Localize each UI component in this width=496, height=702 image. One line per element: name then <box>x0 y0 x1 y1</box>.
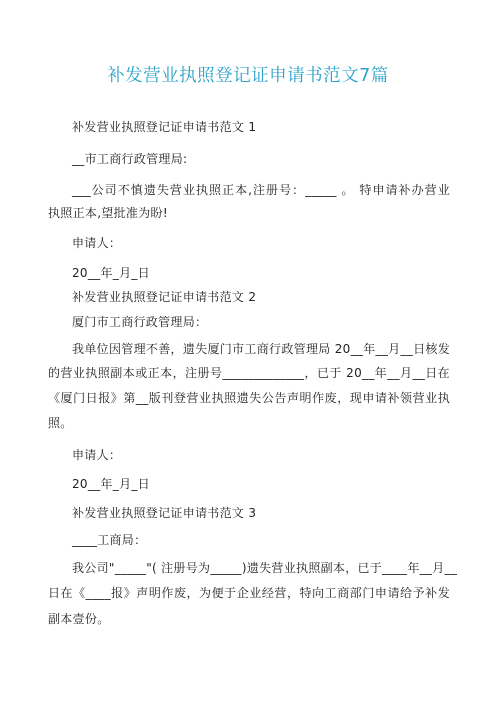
applicant-label: 申请人： <box>72 236 122 250</box>
body-line: 执照正本,望批准为盼! <box>48 206 168 220</box>
document-title: 补发营业执照登记证申请书范文7篇 <box>107 66 389 86</box>
body-line: 我单位因管理不善，遗失厦门市工商行政管理局 20__年__月__日核发 <box>72 342 450 356</box>
addressee-line: __市工商行政管理局: <box>72 152 188 166</box>
addressee-line: ____工商局： <box>72 533 147 547</box>
body-line: 日在《____报》声明作废，为便于企业经营，特向工商部门申请给予补发 <box>48 586 450 600</box>
body-line: 照。 <box>48 416 73 430</box>
body-line: 《厦门日报》第__版刊登营业执照遗失公告声明作废，现申请补领营业执 <box>48 391 450 405</box>
body-line: 的营业执照副本或正本，注册号_____________，已于 20__年__月__日在 <box>48 366 450 380</box>
date-line: 20__年_月_日 <box>72 477 150 491</box>
date-line: 20__年_月_日 <box>72 266 150 280</box>
addressee-line: 厦门市工商行政管理局： <box>72 315 208 329</box>
body-line: ___公司不慎遗失营业执照正本,注册号：_____ 。 特申请补办营业 <box>72 183 450 197</box>
body-line: 副本壹份。 <box>48 612 110 626</box>
section-heading-1: 补发营业执照登记证申请书范文 1 <box>72 120 257 134</box>
section-heading-3: 补发营业执照登记证申请书范文 3 <box>72 506 257 520</box>
section-heading-2: 补发营业执照登记证申请书范文 2 <box>72 290 257 304</box>
body-line: 我公司"_____"( 注册号为_____)遗失营业执照副本，已于____年__月__ <box>72 561 458 575</box>
applicant-label: 申请人： <box>72 448 122 462</box>
